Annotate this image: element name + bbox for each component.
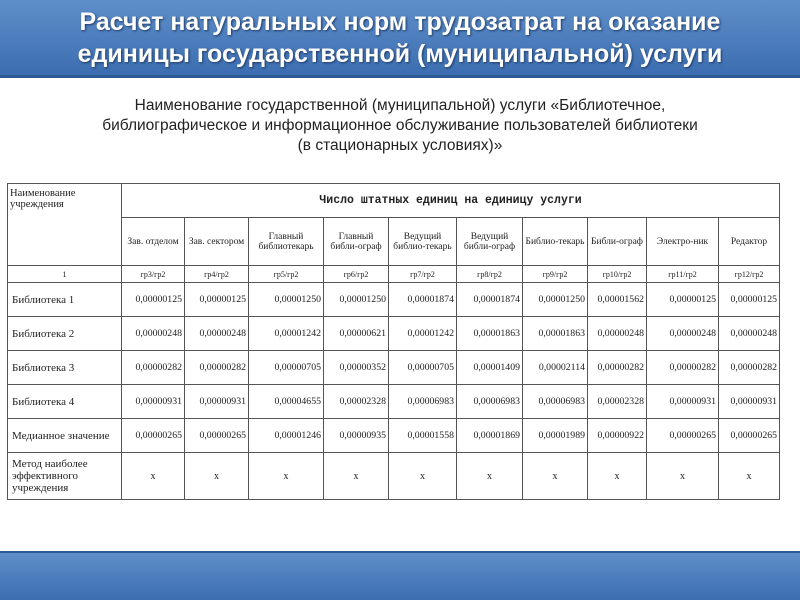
column-code: гр6/гр2: [324, 266, 389, 283]
subtitle-line-1: Наименование государственной (муниципальной) услуги «Библиотечное,: [134, 97, 666, 114]
value-cell: 0,00001863: [523, 317, 588, 351]
title-line-1: Расчет натуральных норм трудозатрат на оказание: [79, 7, 721, 36]
value-cell: 0,00000125: [719, 283, 780, 317]
value-cell: 0,00001874: [457, 283, 523, 317]
not-applicable-cell: х: [647, 453, 719, 500]
value-cell: 0,00000248: [647, 317, 719, 351]
value-cell: 0,00002114: [523, 351, 588, 385]
group-header: Число штатных единиц на единицу услуги: [122, 184, 780, 218]
column-header: Библио-текарь: [523, 218, 588, 266]
table-row: [8, 283, 780, 317]
not-applicable-cell: х: [719, 453, 780, 500]
value-cell: 0,00000265: [647, 419, 719, 453]
column-header: Главный библи-ограф: [324, 218, 389, 266]
value-cell: 0,00001874: [389, 283, 457, 317]
column-code: гр5/гр2: [249, 266, 324, 283]
value-cell: 0,00000125: [647, 283, 719, 317]
column-header: Ведущий библи-ограф: [457, 218, 523, 266]
value-cell: 0,00001242: [389, 317, 457, 351]
header-row-columns: [8, 218, 780, 266]
column-code: гр8/гр2: [457, 266, 523, 283]
table-row: [8, 351, 780, 385]
value-cell: 0,00000265: [122, 419, 185, 453]
page-title: [68, 6, 733, 70]
value-cell: 0,00000265: [719, 419, 780, 453]
column-code: гр7/гр2: [389, 266, 457, 283]
row-label: Библиотека 2: [8, 317, 122, 351]
column-header: Электро-ник: [647, 218, 719, 266]
value-cell: 0,00000705: [249, 351, 324, 385]
not-applicable-cell: х: [249, 453, 324, 500]
value-cell: 0,00002328: [588, 385, 647, 419]
column-header: Редактор: [719, 218, 780, 266]
value-cell: 0,00000922: [588, 419, 647, 453]
column-header: Ведущий библио-текарь: [389, 218, 457, 266]
value-cell: 0,00001250: [249, 283, 324, 317]
row-label: Библиотека 4: [8, 385, 122, 419]
value-cell: 0,00000248: [185, 317, 249, 351]
not-applicable-cell: х: [523, 453, 588, 500]
column-code: гр3/гр2: [122, 266, 185, 283]
value-cell: 0,00001250: [324, 283, 389, 317]
value-cell: 0,00000931: [647, 385, 719, 419]
value-cell: 0,00001562: [588, 283, 647, 317]
code-row: [8, 266, 780, 283]
column-header: Главный библиотекарь: [249, 218, 324, 266]
subtitle-line-3: (в стационарных условиях)»: [297, 137, 503, 154]
row-label: Метод наиболее эффективного учреждения: [8, 453, 122, 500]
corner-header: Наименование учреждения: [8, 184, 122, 266]
value-cell: 0,00001863: [457, 317, 523, 351]
table-row-method: [8, 453, 780, 500]
column-header: Зав. сектором: [185, 218, 249, 266]
table-body: [8, 184, 780, 500]
column-code: гр9/гр2: [523, 266, 588, 283]
not-applicable-cell: х: [389, 453, 457, 500]
column-header: Зав. отделом: [122, 218, 185, 266]
value-cell: 0,00000282: [185, 351, 249, 385]
title-bar: [0, 0, 800, 78]
value-cell: 0,00000621: [324, 317, 389, 351]
value-cell: 0,00001989: [523, 419, 588, 453]
value-cell: 0,00000248: [588, 317, 647, 351]
value-cell: 0,00001250: [523, 283, 588, 317]
value-cell: 0,00001869: [457, 419, 523, 453]
value-cell: 0,00000352: [324, 351, 389, 385]
title-line-2: единицы государственной (муниципальной) услуги: [77, 39, 723, 68]
value-cell: 0,00001242: [249, 317, 324, 351]
value-cell: 0,00002328: [324, 385, 389, 419]
value-cell: 0,00000282: [588, 351, 647, 385]
row-label: Библиотека 1: [8, 283, 122, 317]
value-cell: 0,00006983: [389, 385, 457, 419]
not-applicable-cell: х: [588, 453, 647, 500]
norms-table: [7, 183, 780, 500]
column-code: гр11/гр2: [647, 266, 719, 283]
column-code: гр4/гр2: [185, 266, 249, 283]
row-number-cell: 1: [8, 266, 122, 283]
not-applicable-cell: х: [122, 453, 185, 500]
value-cell: 0,00000705: [389, 351, 457, 385]
table-row: [8, 385, 780, 419]
value-cell: 0,00004655: [249, 385, 324, 419]
value-cell: 0,00000282: [122, 351, 185, 385]
value-cell: 0,00000935: [324, 419, 389, 453]
not-applicable-cell: х: [324, 453, 389, 500]
value-cell: 0,00000248: [719, 317, 780, 351]
value-cell: 0,00001558: [389, 419, 457, 453]
value-cell: 0,00000931: [719, 385, 780, 419]
value-cell: 0,00000282: [719, 351, 780, 385]
column-header: Библи-ограф: [588, 218, 647, 266]
value-cell: 0,00000125: [122, 283, 185, 317]
value-cell: 0,00006983: [457, 385, 523, 419]
row-label: Библиотека 3: [8, 351, 122, 385]
column-code: гр12/гр2: [719, 266, 780, 283]
footer-bar: [0, 551, 800, 600]
not-applicable-cell: х: [457, 453, 523, 500]
value-cell: 0,00000282: [647, 351, 719, 385]
value-cell: 0,00000125: [185, 283, 249, 317]
value-cell: 0,00000931: [122, 385, 185, 419]
column-code: гр10/гр2: [588, 266, 647, 283]
value-cell: 0,00000265: [185, 419, 249, 453]
value-cell: 0,00000931: [185, 385, 249, 419]
table-row: [8, 419, 780, 453]
value-cell: 0,00001246: [249, 419, 324, 453]
value-cell: 0,00001409: [457, 351, 523, 385]
header-row-group: [8, 184, 780, 218]
service-name: [20, 96, 780, 156]
table-row: [8, 317, 780, 351]
value-cell: 0,00006983: [523, 385, 588, 419]
not-applicable-cell: х: [185, 453, 249, 500]
value-cell: 0,00000248: [122, 317, 185, 351]
subtitle-line-2: библиографическое и информационное обслуживание пользователей библиотеки: [102, 117, 698, 134]
row-label: Медианное значение: [8, 419, 122, 453]
